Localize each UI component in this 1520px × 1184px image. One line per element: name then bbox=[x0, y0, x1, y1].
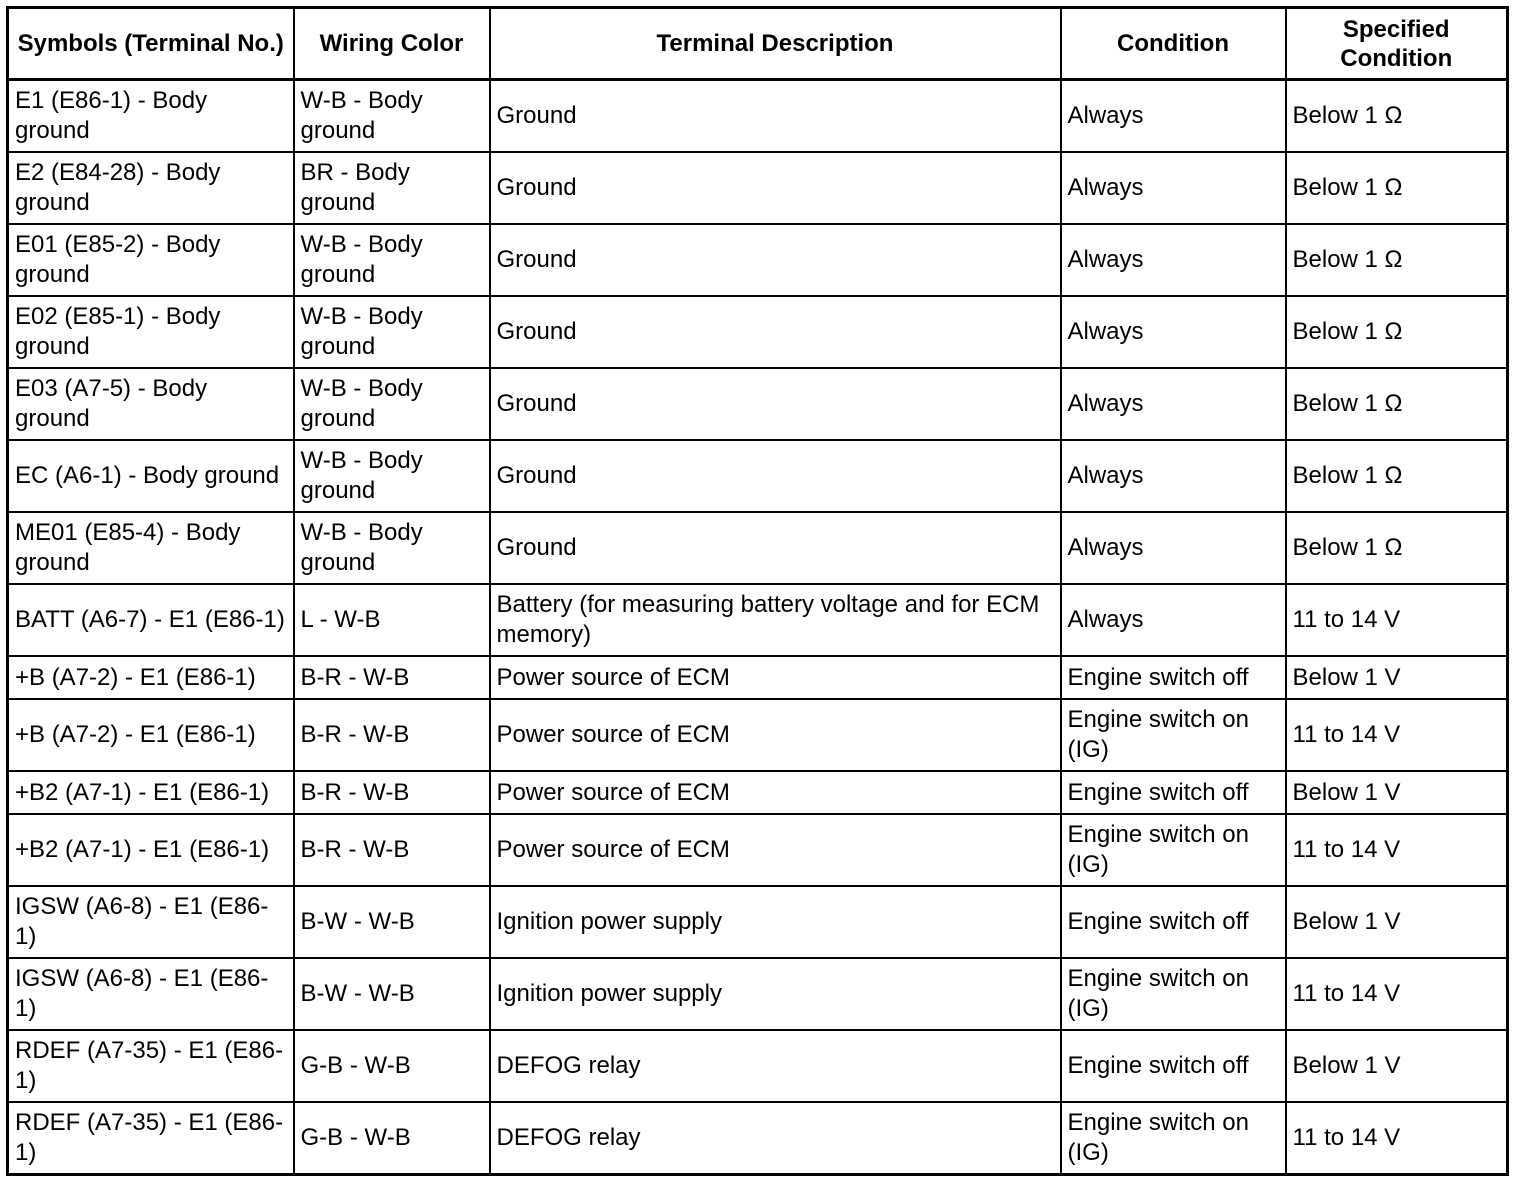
cell-terminal-description: Ground bbox=[490, 80, 1061, 152]
cell-terminal-description: Ground bbox=[490, 296, 1061, 368]
cell-symbols: RDEF (A7-35) - E1 (E86-1) bbox=[8, 1030, 294, 1102]
cell-wiring-color: W-B - Body ground bbox=[294, 440, 490, 512]
table-row bbox=[8, 656, 1508, 699]
table-row bbox=[8, 814, 1508, 886]
cell-wiring-color: L - W-B bbox=[294, 584, 490, 656]
cell-terminal-description: Power source of ECM bbox=[490, 699, 1061, 771]
cell-specified-condition: Below 1 Ω bbox=[1286, 440, 1508, 512]
header-specified-condition: Specified Condition bbox=[1286, 8, 1508, 80]
cell-wiring-color: W-B - Body ground bbox=[294, 224, 490, 296]
cell-terminal-description: Power source of ECM bbox=[490, 656, 1061, 699]
cell-terminal-description: Power source of ECM bbox=[490, 814, 1061, 886]
cell-symbols: IGSW (A6-8) - E1 (E86-1) bbox=[8, 958, 294, 1030]
cell-specified-condition: 11 to 14 V bbox=[1286, 958, 1508, 1030]
cell-symbols: E2 (E84-28) - Body ground bbox=[8, 152, 294, 224]
cell-symbols: RDEF (A7-35) - E1 (E86-1) bbox=[8, 1102, 294, 1174]
cell-specified-condition: Below 1 Ω bbox=[1286, 80, 1508, 152]
cell-condition: Engine switch on (IG) bbox=[1061, 958, 1286, 1030]
cell-condition: Engine switch off bbox=[1061, 656, 1286, 699]
cell-condition: Always bbox=[1061, 440, 1286, 512]
cell-condition: Always bbox=[1061, 80, 1286, 152]
table-row bbox=[8, 152, 1508, 224]
cell-condition: Always bbox=[1061, 512, 1286, 584]
table-row bbox=[8, 699, 1508, 771]
table-row bbox=[8, 1102, 1508, 1174]
cell-specified-condition: Below 1 Ω bbox=[1286, 224, 1508, 296]
cell-specified-condition: Below 1 Ω bbox=[1286, 368, 1508, 440]
cell-specified-condition: 11 to 14 V bbox=[1286, 1102, 1508, 1174]
cell-terminal-description: Ignition power supply bbox=[490, 886, 1061, 958]
cell-symbols: +B2 (A7-1) - E1 (E86-1) bbox=[8, 814, 294, 886]
table-row bbox=[8, 296, 1508, 368]
cell-wiring-color: G-B - W-B bbox=[294, 1030, 490, 1102]
cell-specified-condition: Below 1 V bbox=[1286, 771, 1508, 814]
cell-symbols: E03 (A7-5) - Body ground bbox=[8, 368, 294, 440]
cell-wiring-color: B-R - W-B bbox=[294, 656, 490, 699]
cell-terminal-description: Battery (for measuring battery voltage and for ECM memory) bbox=[490, 584, 1061, 656]
table-row bbox=[8, 512, 1508, 584]
cell-wiring-color: B-R - W-B bbox=[294, 814, 490, 886]
cell-symbols: +B (A7-2) - E1 (E86-1) bbox=[8, 699, 294, 771]
cell-symbols: IGSW (A6-8) - E1 (E86-1) bbox=[8, 886, 294, 958]
cell-condition: Engine switch off bbox=[1061, 1030, 1286, 1102]
cell-wiring-color: W-B - Body ground bbox=[294, 512, 490, 584]
cell-terminal-description: Ground bbox=[490, 368, 1061, 440]
cell-symbols: E02 (E85-1) - Body ground bbox=[8, 296, 294, 368]
table-row bbox=[8, 1030, 1508, 1102]
cell-terminal-description: Ground bbox=[490, 224, 1061, 296]
cell-symbols: E1 (E86-1) - Body ground bbox=[8, 80, 294, 152]
table-row bbox=[8, 958, 1508, 1030]
table-row bbox=[8, 80, 1508, 152]
cell-symbols: EC (A6-1) - Body ground bbox=[8, 440, 294, 512]
cell-specified-condition: Below 1 Ω bbox=[1286, 512, 1508, 584]
cell-terminal-description: Ignition power supply bbox=[490, 958, 1061, 1030]
cell-terminal-description: Ground bbox=[490, 512, 1061, 584]
cell-symbols: +B (A7-2) - E1 (E86-1) bbox=[8, 656, 294, 699]
cell-wiring-color: G-B - W-B bbox=[294, 1102, 490, 1174]
cell-specified-condition: 11 to 14 V bbox=[1286, 814, 1508, 886]
table-row bbox=[8, 224, 1508, 296]
table-row bbox=[8, 368, 1508, 440]
table-row bbox=[8, 440, 1508, 512]
header-terminal-description: Terminal Description bbox=[490, 8, 1061, 80]
cell-condition: Always bbox=[1061, 584, 1286, 656]
header-condition: Condition bbox=[1061, 8, 1286, 80]
cell-specified-condition: Below 1 V bbox=[1286, 886, 1508, 958]
cell-symbols: BATT (A6-7) - E1 (E86-1) bbox=[8, 584, 294, 656]
table-header-row bbox=[8, 8, 1508, 80]
cell-specified-condition: 11 to 14 V bbox=[1286, 699, 1508, 771]
cell-wiring-color: W-B - Body ground bbox=[294, 296, 490, 368]
cell-terminal-description: Ground bbox=[490, 152, 1061, 224]
cell-condition: Always bbox=[1061, 296, 1286, 368]
cell-condition: Engine switch off bbox=[1061, 886, 1286, 958]
header-symbols: Symbols (Terminal No.) bbox=[8, 8, 294, 80]
cell-terminal-description: DEFOG relay bbox=[490, 1030, 1061, 1102]
header-wiring-color: Wiring Color bbox=[294, 8, 490, 80]
cell-terminal-description: Power source of ECM bbox=[490, 771, 1061, 814]
cell-condition: Engine switch on (IG) bbox=[1061, 1102, 1286, 1174]
cell-condition: Engine switch off bbox=[1061, 771, 1286, 814]
cell-condition: Engine switch on (IG) bbox=[1061, 699, 1286, 771]
cell-wiring-color: B-W - W-B bbox=[294, 886, 490, 958]
cell-specified-condition: 11 to 14 V bbox=[1286, 584, 1508, 656]
cell-terminal-description: Ground bbox=[490, 440, 1061, 512]
cell-wiring-color: W-B - Body ground bbox=[294, 80, 490, 152]
cell-wiring-color: B-W - W-B bbox=[294, 958, 490, 1030]
cell-specified-condition: Below 1 Ω bbox=[1286, 152, 1508, 224]
cell-condition: Always bbox=[1061, 224, 1286, 296]
cell-symbols: E01 (E85-2) - Body ground bbox=[8, 224, 294, 296]
table-row bbox=[8, 771, 1508, 814]
cell-wiring-color: B-R - W-B bbox=[294, 771, 490, 814]
cell-wiring-color: W-B - Body ground bbox=[294, 368, 490, 440]
table-row bbox=[8, 584, 1508, 656]
cell-specified-condition: Below 1 V bbox=[1286, 656, 1508, 699]
cell-specified-condition: Below 1 V bbox=[1286, 1030, 1508, 1102]
cell-wiring-color: BR - Body ground bbox=[294, 152, 490, 224]
cell-condition: Always bbox=[1061, 152, 1286, 224]
cell-terminal-description: DEFOG relay bbox=[490, 1102, 1061, 1174]
cell-specified-condition: Below 1 Ω bbox=[1286, 296, 1508, 368]
terminal-spec-table bbox=[6, 6, 1509, 1176]
cell-symbols: +B2 (A7-1) - E1 (E86-1) bbox=[8, 771, 294, 814]
cell-condition: Always bbox=[1061, 368, 1286, 440]
table-row bbox=[8, 886, 1508, 958]
cell-wiring-color: B-R - W-B bbox=[294, 699, 490, 771]
cell-condition: Engine switch on (IG) bbox=[1061, 814, 1286, 886]
cell-symbols: ME01 (E85-4) - Body ground bbox=[8, 512, 294, 584]
